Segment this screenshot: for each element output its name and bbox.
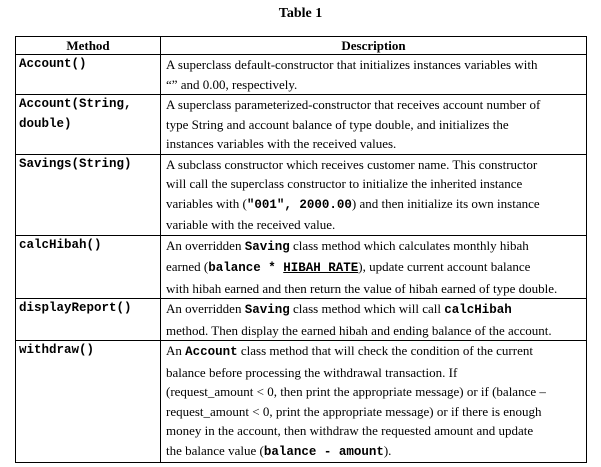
description-cell	[161, 95, 587, 155]
table-caption: Table 1	[278, 6, 323, 21]
description-text: the balance value (	[166, 442, 264, 458]
code-text: balance - amount	[263, 444, 384, 459]
methods-table	[15, 36, 587, 463]
code-text: HIBAH_RATE	[283, 261, 359, 275]
description-column-header: Description	[161, 37, 587, 55]
description-line	[166, 402, 581, 422]
description-text: class method which will call	[289, 301, 445, 316]
method-column-header: Method	[16, 37, 161, 55]
method-cell: withdraw()	[16, 341, 161, 463]
method-cell: calcHibah()	[16, 235, 161, 299]
description-text: (request_amount < 0, then print the appropriate message) or if (balance –	[166, 384, 546, 399]
method-cell: Savings(String)	[16, 154, 161, 235]
table-header-row	[16, 37, 587, 55]
description-line	[166, 55, 581, 75]
table-row	[16, 341, 587, 463]
table-row	[16, 235, 587, 299]
description-cell	[161, 55, 587, 95]
code-text: "001", 2000.00	[246, 197, 352, 212]
description-line	[166, 236, 581, 258]
description-text: “” and 0.00, respectively.	[166, 76, 298, 92]
description-line	[166, 257, 581, 279]
description-text: will call the superclass constructor to initialize the inherited instance	[166, 176, 523, 191]
description-text: with hibah earned and then return the value of hibah earned of type double.	[166, 280, 558, 296]
table-row	[16, 154, 587, 235]
method-cell: displayReport()	[16, 299, 161, 341]
description-line	[166, 299, 581, 321]
description-text: ), update current account balance	[358, 259, 531, 274]
description-text: ) and then initialize its own instance	[351, 195, 540, 211]
code-text: Account	[185, 345, 238, 359]
description-cell	[161, 299, 587, 341]
description-text: method. Then display the earned hibah and ending balance of the account.	[166, 322, 552, 338]
table-body	[16, 55, 587, 463]
description-text: balance before processing the withdrawal transaction. If	[166, 364, 458, 380]
description-line	[166, 421, 581, 441]
method-cell: Account(String, double)	[16, 95, 161, 155]
description-text: A superclass parameterized-constructor that receives account number of	[166, 97, 541, 112]
description-line	[166, 321, 581, 341]
description-line	[166, 363, 581, 383]
description-text: variable with the received value.	[166, 217, 336, 232]
description-text: type String and account balance of type double, and initializes the	[166, 116, 509, 132]
description-line	[166, 75, 581, 95]
description-line	[166, 279, 581, 299]
table-row	[16, 299, 587, 341]
code-text: balance *	[208, 261, 284, 275]
description-text: An overridden	[166, 301, 245, 316]
description-line	[166, 341, 581, 363]
method-cell: Account()	[16, 55, 161, 95]
description-cell	[161, 154, 587, 235]
description-text: money in the account, then withdraw the requested amount and update	[166, 423, 534, 438]
table-row	[16, 55, 587, 95]
description-line	[166, 194, 581, 216]
description-line	[166, 155, 581, 175]
table-row	[16, 95, 587, 155]
description-text: variables with (	[166, 195, 247, 211]
description-text: A subclass constructor which receives customer name. This constructor	[166, 156, 538, 172]
description-line	[166, 215, 581, 235]
code-text: Saving	[244, 239, 290, 254]
description-text: earned (	[166, 259, 209, 274]
description-cell	[161, 235, 587, 299]
description-text: class method which calculates monthly hibah	[289, 237, 529, 253]
description-line	[166, 174, 581, 194]
description-cell	[161, 341, 587, 463]
code-text: calcHibah	[444, 303, 512, 317]
description-text: ).	[383, 442, 392, 458]
description-text: request_amount < 0, print the appropriate message) or if there is enough	[166, 403, 542, 419]
description-line	[166, 134, 581, 154]
description-line	[166, 95, 581, 115]
description-line	[166, 441, 581, 463]
description-text: An	[166, 343, 186, 358]
description-line	[166, 115, 581, 135]
description-text: An overridden	[166, 237, 245, 253]
description-text: instances variables with the received values.	[166, 136, 397, 151]
description-line	[166, 382, 581, 402]
description-text: A superclass default-constructor that initializes instances variables with	[166, 57, 538, 72]
description-text: class method that will check the condition of the current	[237, 343, 533, 358]
code-text: Saving	[244, 303, 290, 317]
